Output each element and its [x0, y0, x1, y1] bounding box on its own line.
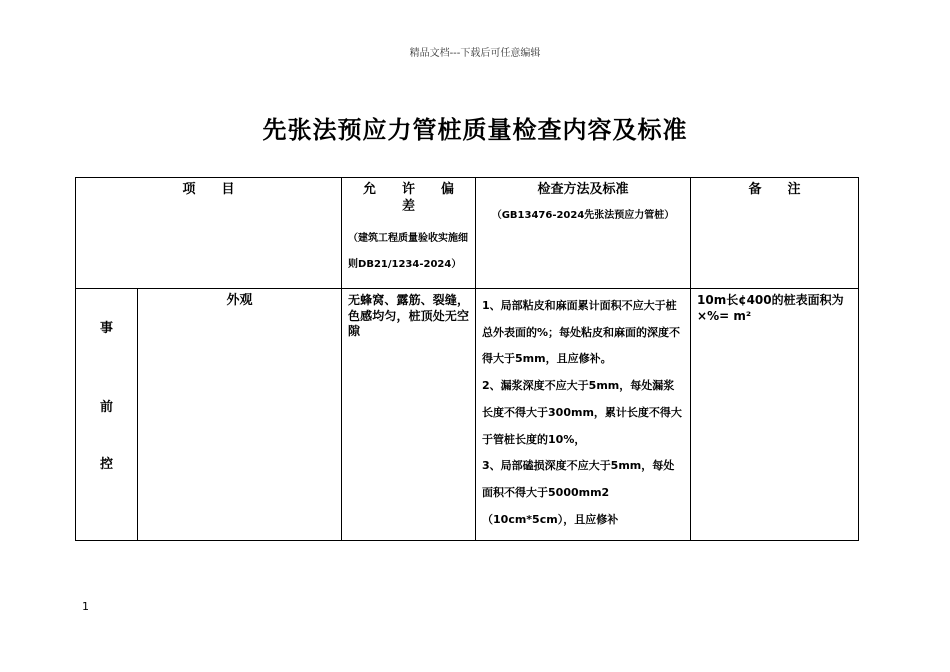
header-remark-label: 备 注	[748, 182, 801, 197]
method-item-2: 2、漏浆深度不应大于5mm，每处漏浆长度不得大于300mm，累计长度不得大于管桩长度的10%，	[482, 379, 682, 446]
method-item-3: 3、局部磕损深度不应大于5mm，每处面积不得大于5000mm2 （10cm*5cm），且应修补	[482, 459, 675, 526]
item-label: 外观	[226, 293, 253, 308]
header-method-ref: （GB13476-2024先张法预应力管桩）	[491, 209, 675, 221]
header-deviation-label: 允 许 偏 差	[363, 182, 481, 214]
remark-cell: 10m长¢400的桩表面积为×%= m²	[691, 289, 859, 541]
header-remark	[691, 178, 859, 289]
category-char-3: 控	[99, 456, 113, 472]
item-cell	[138, 289, 342, 541]
header-note: 精品文档---下载后可任意编辑	[409, 48, 541, 59]
header-deviation	[342, 178, 481, 289]
document-title: 先张法预应力管桩质量检查内容及标准	[262, 116, 688, 144]
method-cell	[476, 289, 691, 541]
table-header-row	[76, 178, 859, 289]
table-row	[76, 289, 859, 541]
category-cell	[76, 289, 138, 541]
header-item-label: 项 目	[182, 182, 235, 197]
header-method	[476, 178, 691, 289]
page-number: 1	[82, 600, 89, 613]
category-char-2: 前	[99, 399, 113, 415]
header-method-label: 检查方法及标准	[537, 182, 629, 197]
category-char-1: 事	[99, 321, 113, 336]
method-item-1: 1、局部粘皮和麻面累计面积不应大于桩总外表面的%；每处粘皮和麻面的深度不得大于5mm，且应修补。	[482, 299, 681, 366]
header-deviation-ref: （建筑工程质量验收实施细则DB21/1234-2024）	[348, 232, 469, 270]
deviation-cell: 无蜂窝、露筋、裂缝，色感均匀，桩顶处无空隙	[342, 289, 476, 541]
header-item	[76, 178, 342, 289]
inspection-table	[75, 177, 859, 541]
